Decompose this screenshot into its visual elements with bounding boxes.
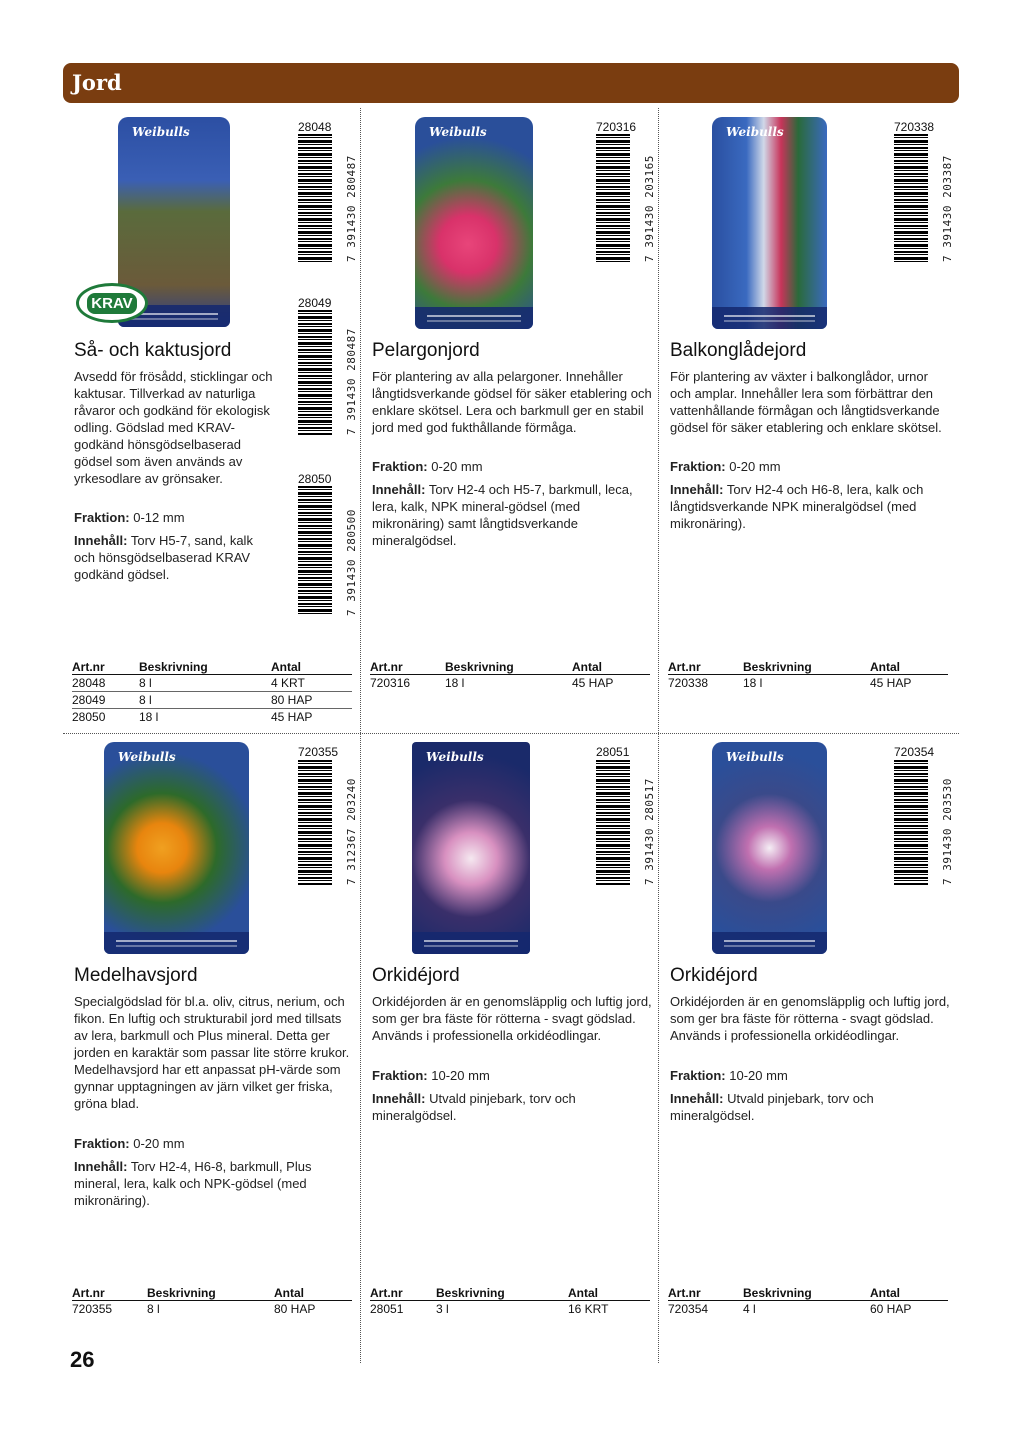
table-header-row <box>72 1284 352 1301</box>
brand-label: Weibulls <box>726 125 784 139</box>
product-title: Pelargonjord <box>372 340 480 361</box>
cell-antal: 60 HAP <box>870 1302 912 1316</box>
cell-antal: 45 HAP <box>870 676 912 690</box>
barcode-digits: 7 391430 280500 <box>345 509 358 616</box>
product-table <box>72 1284 352 1317</box>
cell-artnr: 720355 <box>72 1302 113 1316</box>
table-row <box>668 1301 948 1317</box>
barcode <box>596 134 656 262</box>
product-fraktion <box>74 1135 354 1152</box>
brand-label: Weibulls <box>429 125 487 139</box>
fraktion-label: Fraktion: <box>74 510 130 525</box>
innehall-label: Innehåll: <box>372 482 426 497</box>
cell-artnr: 28050 <box>72 710 106 724</box>
table-header-row <box>72 658 352 675</box>
innehall-value: Torv H2-4, H6-8, barkmull, Plus mineral, lera, kalk och NPK-gödsel (med mikronäring). <box>74 1159 312 1208</box>
innehall-value: Utvald pinjebark, torv och mineralgödsel. <box>670 1091 874 1123</box>
product-fraktion <box>74 509 274 526</box>
cell-antal: 45 HAP <box>271 710 313 724</box>
bag-band <box>415 307 533 329</box>
fraktion-label: Fraktion: <box>372 459 428 474</box>
barcode-bars <box>596 760 630 885</box>
fraktion-value: 10-20 mm <box>729 1068 788 1083</box>
product-innehall <box>670 1090 930 1124</box>
barcode <box>894 134 954 262</box>
bag-band <box>104 932 249 954</box>
col-beskrivning-header: Beskrivning <box>139 660 208 674</box>
innehall-value: Torv H5-7, sand, kalk och hönsgödselbaserad KRAV godkänd gödsel. <box>74 533 253 582</box>
fraktion-value: 0-12 mm <box>133 510 185 525</box>
product-table <box>72 658 352 725</box>
cell-artnr: 28048 <box>72 676 106 690</box>
sku-number: 28049 <box>298 296 332 310</box>
cell-antal: 4 KRT <box>271 676 305 690</box>
sku-number: 720316 <box>596 120 637 134</box>
table-header-row <box>370 1284 650 1301</box>
product-table <box>668 658 948 691</box>
barcode-bars <box>298 486 332 616</box>
col-antal-header: Antal <box>274 1286 304 1300</box>
column-divider <box>658 108 659 1363</box>
cell-artnr: 720316 <box>370 676 411 690</box>
table-header-row <box>370 658 650 675</box>
innehall-label: Innehåll: <box>670 1091 724 1106</box>
table-header-row <box>668 1284 948 1301</box>
product-image-medelhavsjord <box>104 742 249 954</box>
barcode-bars <box>298 134 332 262</box>
product-image-orkidejord <box>712 742 827 954</box>
table-row <box>370 675 650 691</box>
sku-number: 28050 <box>298 472 332 486</box>
cell-beskrivning: 8 l <box>139 676 152 690</box>
barcode <box>298 486 358 616</box>
barcode-bars <box>298 760 332 885</box>
brand-label: Weibulls <box>118 750 176 764</box>
innehall-value: Torv H2-4 och H5-7, barkmull, leca, lera, kalk, NPK mineral-gödsel (med mikronäring) samt långtidsverkande mineralgödsel. <box>372 482 633 548</box>
barcode <box>298 310 358 435</box>
col-beskrivning-header: Beskrivning <box>436 1286 505 1300</box>
barcode-digits: 7 391430 203530 <box>941 778 954 885</box>
sku-number: 28051 <box>596 745 630 759</box>
innehall-label: Innehåll: <box>74 533 128 548</box>
fraktion-value: 10-20 mm <box>431 1068 490 1083</box>
brand-label: Weibulls <box>132 125 190 139</box>
innehall-label: Innehåll: <box>670 482 724 497</box>
table-row <box>72 709 352 725</box>
product-description: Avsedd för frösådd, sticklingar och kaktusar. Tillverkad av naturliga råvaror och godkänd för ekologisk odling. Gödslad med KRAV-godkänd hönsgödselbaserad gödsel som även används av yrkesodlare av grönsaker. <box>74 369 273 486</box>
table-row <box>72 692 352 709</box>
barcode-digits: 7 391430 280487 <box>345 328 358 435</box>
cell-antal: 16 KRT <box>568 1302 609 1316</box>
barcode-digits: 7 391430 280487 <box>345 155 358 262</box>
product-innehall <box>74 532 274 583</box>
product-innehall <box>372 481 642 549</box>
fraktion-value: 0-20 mm <box>133 1136 185 1151</box>
table-header-row <box>668 658 948 675</box>
col-artnr-header: Art.nr <box>668 660 701 674</box>
sku-number: 720355 <box>298 745 339 759</box>
fraktion-label: Fraktion: <box>670 459 726 474</box>
col-antal-header: Antal <box>870 1286 900 1300</box>
cell-antal: 45 HAP <box>572 676 614 690</box>
fraktion-label: Fraktion: <box>670 1068 726 1083</box>
innehall-value: Torv H2-4 och H6-8, lera, kalk och långtidsverkande NPK mineralgödsel (med mikronäring). <box>670 482 924 531</box>
col-antal-header: Antal <box>568 1286 598 1300</box>
brand-label: Weibulls <box>726 750 784 764</box>
barcode-bars <box>596 134 630 262</box>
fraktion-label: Fraktion: <box>74 1136 130 1151</box>
cell-beskrivning: 18 l <box>445 676 465 690</box>
bag-band <box>712 307 827 329</box>
barcode <box>894 760 954 885</box>
fraktion-label: Fraktion: <box>372 1068 428 1083</box>
section-title: Jord <box>72 70 122 95</box>
col-beskrivning-header: Beskrivning <box>743 660 812 674</box>
product-image-balkongladejord <box>712 117 827 329</box>
table-row <box>72 1301 352 1317</box>
product-title: Så- och kaktusjord <box>74 340 232 361</box>
table-row <box>370 1301 650 1317</box>
product-image-pelargonjord <box>415 117 533 329</box>
row-divider <box>63 733 959 734</box>
innehall-label: Innehåll: <box>74 1159 128 1174</box>
product-description: Specialgödslad för bl.a. oliv, citrus, nerium, och fikon. En luftig och strukturabil jord med tillsats av lera, barkmull och Plus mineral. Detta ger jorden en karaktär som passar lite större krukor. Medelhavsjord har ett anpassat pH-värde som gynnar upptagningen av järn vilket ger friska, gröna blad. <box>74 994 350 1111</box>
product-innehall <box>372 1090 632 1124</box>
col-artnr-header: Art.nr <box>370 1286 403 1300</box>
page-number: 26 <box>70 1347 95 1372</box>
sku-number: 720354 <box>894 745 935 759</box>
col-artnr-header: Art.nr <box>72 660 105 674</box>
innehall-label: Innehåll: <box>372 1091 426 1106</box>
product-description: Orkidéjorden är en genomsläpplig och luftig jord, som ger bra fäste för rötterna - svagt gödslad. Används i professionella orkidéodlingar. <box>670 994 950 1043</box>
fraktion-value: 0-20 mm <box>431 459 483 474</box>
krav-logo <box>76 283 148 323</box>
col-antal-header: Antal <box>271 660 301 674</box>
barcode-digits: 7 312367 203240 <box>345 778 358 885</box>
barcode-bars <box>894 134 928 262</box>
section-header-bar <box>63 63 959 103</box>
product-table <box>370 1284 650 1317</box>
innehall-value: Utvald pinjebark, torv och mineralgödsel. <box>372 1091 576 1123</box>
cell-artnr: 720354 <box>668 1302 709 1316</box>
col-artnr-header: Art.nr <box>370 660 403 674</box>
cell-beskrivning: 3 l <box>436 1302 449 1316</box>
barcode <box>298 760 358 885</box>
product-table <box>370 658 650 691</box>
product-image-orkidejord <box>412 742 530 954</box>
barcode-digits: 7 391430 280517 <box>643 778 656 885</box>
table-row <box>668 675 948 691</box>
sku-number: 720338 <box>894 120 935 134</box>
brand-label: Weibulls <box>426 750 484 764</box>
table-row <box>72 675 352 692</box>
cell-beskrivning: 8 l <box>139 693 152 707</box>
product-fraktion <box>372 1067 654 1084</box>
barcode <box>596 760 656 885</box>
cell-beskrivning: 4 l <box>743 1302 756 1316</box>
product-innehall <box>670 481 945 532</box>
column-divider <box>360 108 361 1363</box>
product-description: Orkidéjorden är en genomsläpplig och luftig jord, som ger bra fäste för rötterna - svagt gödslad. Används i professionella orkidéodlingar. <box>372 994 652 1043</box>
col-antal-header: Antal <box>572 660 602 674</box>
cell-artnr: 720338 <box>668 676 709 690</box>
barcode <box>298 134 358 262</box>
product-title: Orkidéjord <box>670 965 758 986</box>
cell-artnr: 28049 <box>72 693 106 707</box>
cell-artnr: 28051 <box>370 1302 404 1316</box>
cell-beskrivning: 18 l <box>139 710 159 724</box>
product-fraktion <box>670 458 952 475</box>
col-beskrivning-header: Beskrivning <box>743 1286 812 1300</box>
col-beskrivning-header: Beskrivning <box>147 1286 216 1300</box>
bag-band <box>412 932 530 954</box>
barcode-digits: 7 391430 203165 <box>643 155 656 262</box>
cell-antal: 80 HAP <box>274 1302 316 1316</box>
product-title: Medelhavsjord <box>74 965 198 986</box>
product-description: För plantering av växter i balkonglådor, urnor och amplar. Innehåller lera som förbättrar den vattenhållande förmågan och långtidsverkande gödsel för säker etablering och enklare skötsel. <box>670 369 942 435</box>
bag-band <box>712 932 827 954</box>
sku-number: 28048 <box>298 120 332 134</box>
cell-beskrivning: 8 l <box>147 1302 160 1316</box>
product-description: För plantering av alla pelargoner. Innehåller långtidsverkande gödsel för säker etablering och enklare skötsel. Lera och barkmull ger en stabil jord med god fukthållande förmåga. <box>372 369 652 435</box>
product-fraktion <box>372 458 654 475</box>
fraktion-value: 0-20 mm <box>729 459 781 474</box>
col-artnr-header: Art.nr <box>668 1286 701 1300</box>
col-artnr-header: Art.nr <box>72 1286 105 1300</box>
barcode-digits: 7 391430 203387 <box>941 155 954 262</box>
product-table <box>668 1284 948 1317</box>
product-title: Orkidéjord <box>372 965 460 986</box>
col-beskrivning-header: Beskrivning <box>445 660 514 674</box>
product-title: Balkonglådejord <box>670 340 807 361</box>
barcode-bars <box>894 760 928 885</box>
product-fraktion <box>670 1067 952 1084</box>
cell-antal: 80 HAP <box>271 693 313 707</box>
cell-beskrivning: 18 l <box>743 676 763 690</box>
col-antal-header: Antal <box>870 660 900 674</box>
krav-logo-text: KRAV <box>87 293 136 314</box>
barcode-bars <box>298 310 332 435</box>
product-innehall <box>74 1158 344 1209</box>
